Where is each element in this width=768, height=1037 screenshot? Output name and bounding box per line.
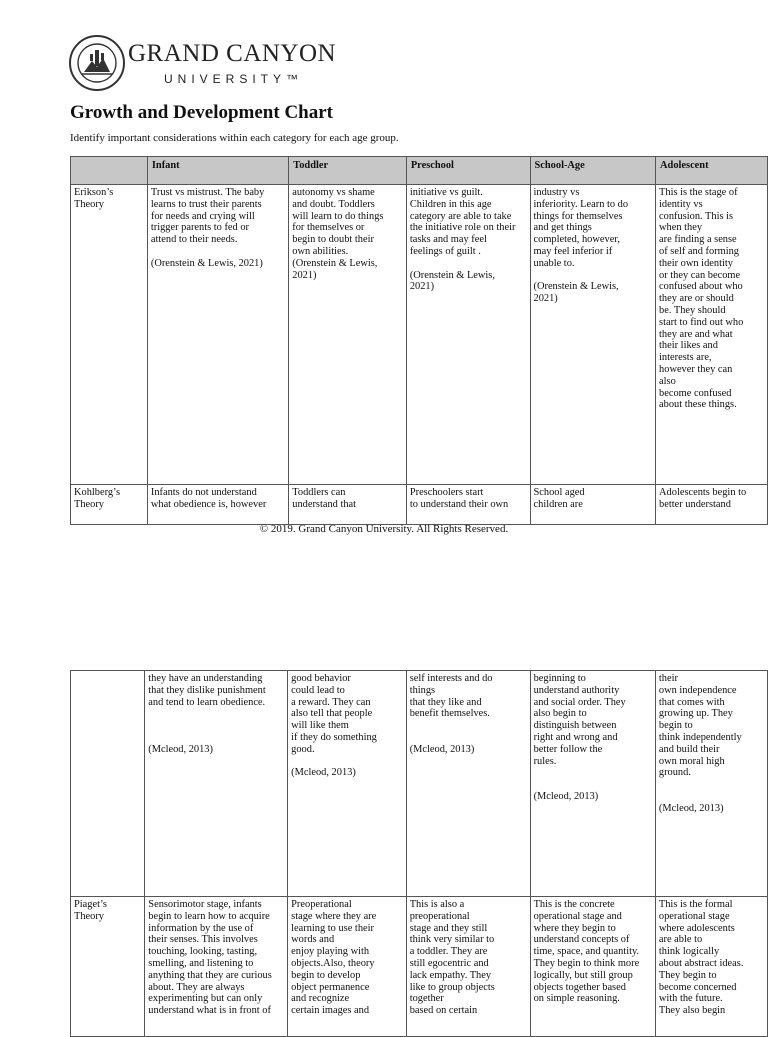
cell-kohlberg-school-age-continued: beginning to understand authority and social order. They also begin to distinguish between right and wrong and better follow the rules. (Mcleod, 2013) [530, 671, 655, 897]
brand-name: GRAND CANYON [128, 40, 337, 67]
cell-kohlberg-school-age: School aged children are [530, 485, 656, 525]
cell-erikson-preschool: initiative vs guilt. Children in this age category are able to take the initiative role on their tasks and may feel feelings of guilt . (Orenstein & Lewis, 2021) [406, 185, 530, 485]
cell-erikson-infant: Trust vs mistrust. The baby learns to trust their parents for needs and crying will trigger parents to fed or attend to their needs. (Orenstein & Lewis, 2021) [147, 185, 288, 485]
cell-kohlberg-infant-continued: they have an understanding that they dislike punishment and tend to learn obedience. (Mcleod, 2013) [145, 671, 288, 897]
row-label-kohlberg-continued [71, 671, 145, 897]
cell-erikson-school-age: industry vs inferiority. Learn to do things for themselves and get things completed, however, may feel inferior if unable to. (Orenstein & Lewis, 2021) [530, 185, 656, 485]
row-label-piaget: Piaget’s Theory [71, 897, 145, 1037]
cell-kohlberg-infant: Infants do not understand what obedience is, however [147, 485, 288, 525]
cell-kohlberg-adolescent: Adolescents begin to better understand [656, 485, 768, 525]
header-row [71, 157, 768, 185]
document-title: Growth and Development Chart [70, 102, 334, 123]
brand-subtitle: UNIVERSITY™ [164, 72, 304, 86]
header-cell-infant: Infant [147, 157, 288, 185]
cell-piaget-toddler: Preoperational stage where they are learning to use their words and enjoy playing with objects.Also, theory begin to develop object permanence and recognize certain images and [288, 897, 407, 1037]
cell-kohlberg-toddler-continued: good behavior could lead to a reward. They can also tell that people will like them if they do something good. (Mcleod, 2013) [288, 671, 407, 897]
cell-erikson-toddler: autonomy vs shame and doubt. Toddlers will learn to do things for themselves or begin to doubt their own abilities. (Orenstein & Lewis, 2021) [289, 185, 407, 485]
header-cell-adolescent: Adolescent [656, 157, 768, 185]
cell-piaget-infant: Sensorimotor stage, infants begin to learn how to acquire information by the use of their senses. This involves touching, looking, tasting, smelling, and listening to anything that they are curious about. They are always experimenting but can only understand what is in front of [145, 897, 288, 1037]
cell-kohlberg-preschool: Preschoolers start to understand their own [406, 485, 530, 525]
header-cell-toddler: Toddler [289, 157, 407, 185]
chart-table-page1 [70, 156, 768, 525]
instructions-text: Identify important considerations within each category for each age group. [70, 132, 399, 144]
header-cell-school-age: School-Age [530, 157, 656, 185]
table-row-piaget [71, 897, 768, 1037]
cell-piaget-preschool: This is also a preoperational stage and they still think very similar to a toddler. They are still egocentric and lack empathy. They like to group objects together based on certain [406, 897, 530, 1037]
chart-table-page2 [70, 670, 768, 1037]
gcu-logo [68, 34, 337, 98]
row-label-kohlberg: Kohlberg’s Theory [71, 485, 148, 525]
table-row-kohlberg [71, 485, 768, 525]
cell-piaget-school-age: This is the concrete operational stage and where they begin to understand concepts of time, space, and quantity. They begin to think more logically, but still group objects together based on simple reasoning. [530, 897, 655, 1037]
table-row-kohlberg-continued [71, 671, 768, 897]
header-cell-preschool: Preschool [406, 157, 530, 185]
cell-erikson-adolescent: This is the stage of identity vs confusion. This is when they are finding a sense of self and forming their own identity or they can become confused about who they are or should be. They should start to find out who they are and what their likes and interests are, however they can also become confused about these things. [656, 185, 768, 485]
table-row-erikson [71, 185, 768, 485]
copyright-footer: © 2019. Grand Canyon University. All Rights Reserved. [259, 523, 509, 535]
header-cell-blank [71, 157, 148, 185]
cell-kohlberg-toddler: Toddlers can understand that [289, 485, 407, 525]
university-seal-icon [68, 34, 126, 92]
cell-kohlberg-preschool-continued: self interests and do things that they like and benefit themselves. (Mcleod, 2013) [406, 671, 530, 897]
cell-piaget-adolescent: This is the formal operational stage where adolescents are able to think logically about abstract ideas. They begin to become concerned with the future. They also begin [655, 897, 767, 1037]
cell-kohlberg-adolescent-continued: their own independence that comes with growing up. They begin to think independently and build their own moral high ground. (Mcleod, 2013) [655, 671, 767, 897]
row-label-erikson: Erikson’s Theory [71, 185, 148, 485]
